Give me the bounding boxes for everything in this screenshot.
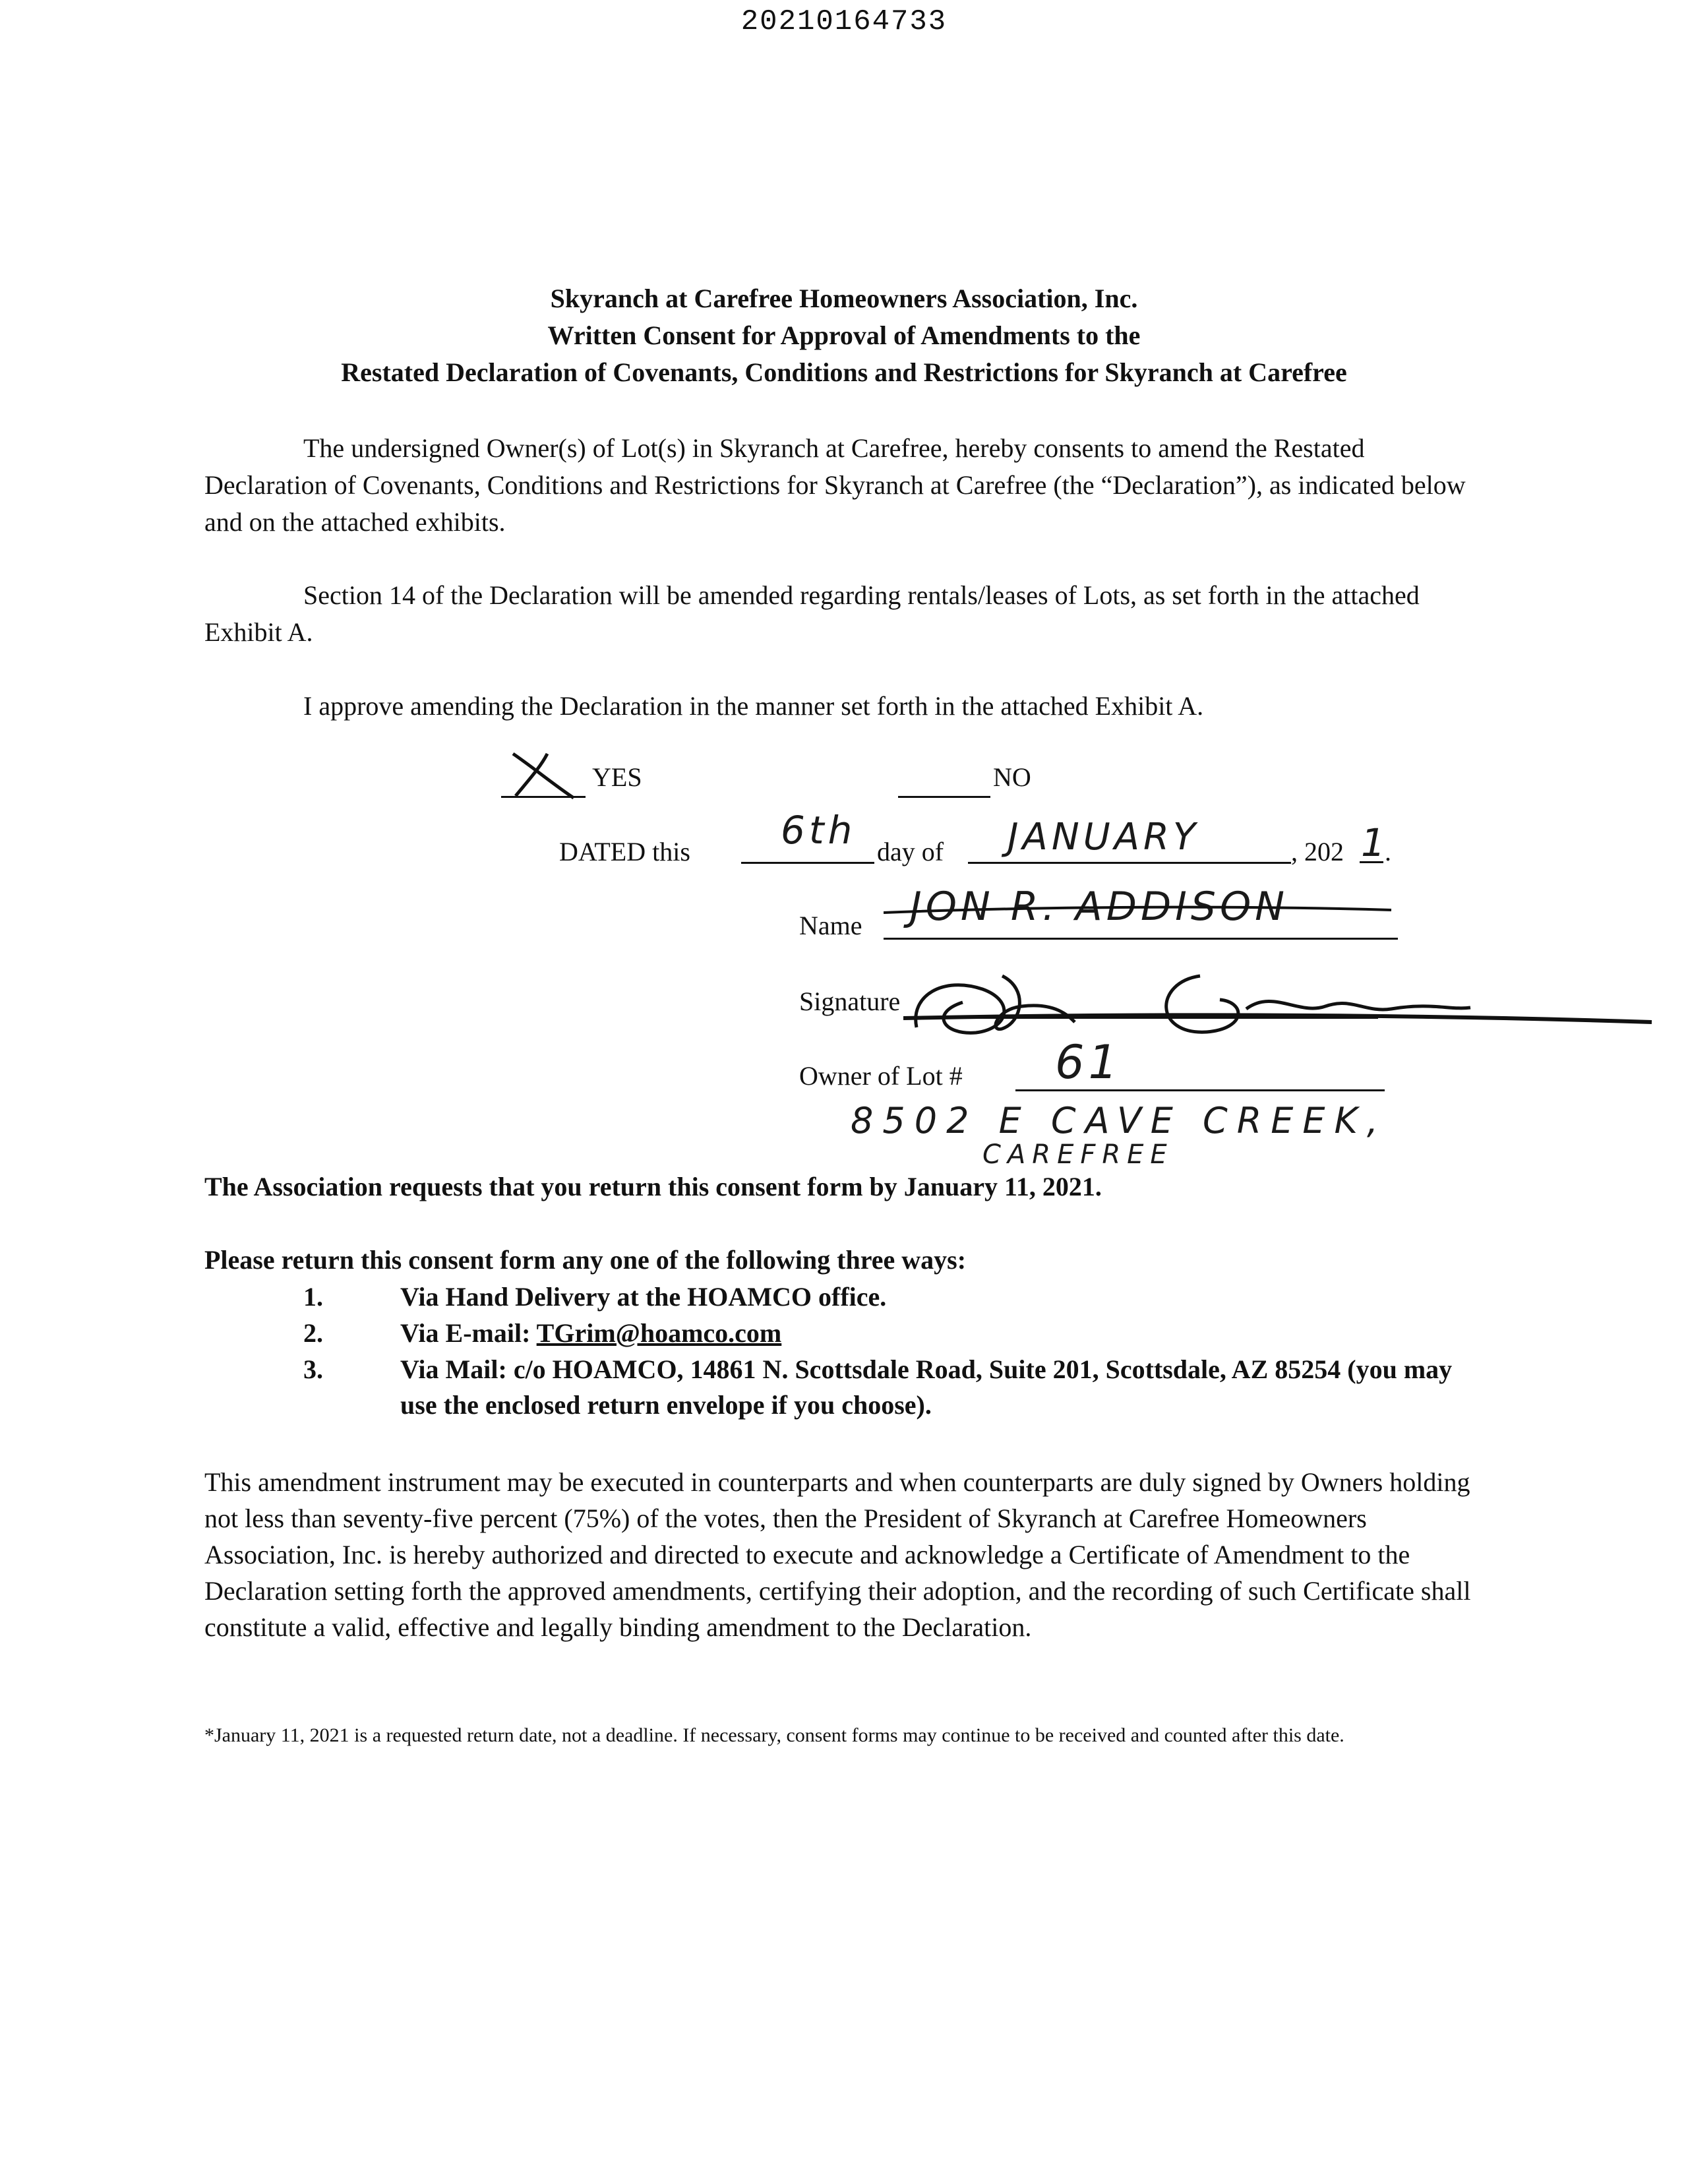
yes-label: YES: [592, 762, 642, 792]
day-value: 6th: [781, 808, 857, 853]
dated-prefix: DATED this: [559, 837, 690, 866]
email-prefix: Via E-mail:: [400, 1318, 537, 1348]
footnote: *January 11, 2021 is a requested return date, not a deadline. If necessary, consent forms may continue to be received and counted after this date.: [204, 1724, 1344, 1746]
lot-field[interactable]: [1015, 1035, 1385, 1095]
intro-paragraph: The undersigned Owner(s) of Lot(s) in Skyranch at Carefree, hereby consents to amend the Restated Declaration of Covenants, Conditions and Restrictions for Skyranch at Carefree (the “Declaration”), as indicated below and on the attached exhibits.: [204, 433, 1466, 537]
return-ways-intro: Please return this consent form any one of the following three ways:: [204, 1245, 967, 1275]
no-label: NO: [993, 762, 1031, 792]
name-value: JON R. ADDISON: [910, 884, 1289, 930]
title-line-2: Written Consent for Approval of Amendments to the: [547, 320, 1141, 350]
list-item-2: [400, 1316, 1495, 1351]
day-field[interactable]: [741, 808, 874, 867]
lot-label: Owner of Lot #: [799, 1061, 963, 1091]
section14-paragraph: Section 14 of the Declaration will be amended regarding rentals/leases of Lots, as set forth in the attached Exhibit A.: [204, 580, 1420, 647]
email-link[interactable]: TGrim@hoamco.com: [536, 1318, 782, 1348]
yes-checkbox[interactable]: [501, 748, 587, 808]
no-checkbox[interactable]: [898, 748, 990, 808]
address-line-1: 8502 E CAVE CREEK,: [851, 1100, 1388, 1141]
month-value: JANUARY: [1008, 816, 1200, 859]
year-value: 1: [1361, 820, 1385, 865]
document-number: 20210164733: [740, 5, 948, 38]
signature-field[interactable]: [903, 950, 1655, 1042]
title-line-1: Skyranch at Carefree Homeowners Association, Inc.: [550, 284, 1138, 313]
title-block: [198, 280, 1490, 391]
list-item-3: Via Mail: c/o HOAMCO, 14861 N. Scottsdale Road, Suite 201, Scottsdale, AZ 85254 (you may use the enclosed return envelope if you choose).: [400, 1354, 1453, 1420]
amendment-paragraph: This amendment instrument may be executed in counterparts and when counterparts are duly signed by Owners holding not less than seventy-five percent (75%) of the votes, then the President of Skyranch at Carefree Homeowners Association, Inc. is hereby authorized and directed to execute and acknowledge a Certificate of Amendment to the Declaration setting forth the approved amendments, certifying their adoption, and the recording of such Certificate shall constitute a valid, effective and legally binding amendment to the Declaration.: [204, 1467, 1471, 1642]
signature-label: Signature: [799, 986, 901, 1016]
year-prefix: , 202: [1291, 837, 1344, 866]
x-mark-icon: [501, 748, 587, 801]
name-field[interactable]: [884, 884, 1398, 943]
approve-paragraph: I approve amending the Declaration in the manner set forth in the attached Exhibit A.: [303, 691, 1204, 721]
list-number-1: 1.: [303, 1282, 323, 1312]
address-line-2: CAREFREE: [982, 1139, 1174, 1170]
name-label: Name: [799, 911, 862, 940]
list-number-3: 3.: [303, 1354, 323, 1384]
day-of-label: day of: [877, 837, 944, 866]
handwritten-signature-icon: [903, 950, 1655, 1042]
month-field[interactable]: [968, 808, 1291, 867]
title-line-3: Restated Declaration of Covenants, Conditions and Restrictions for Skyranch at Carefree: [341, 357, 1347, 387]
list-number-2: 2.: [303, 1318, 323, 1348]
lot-value: 61: [1055, 1035, 1122, 1089]
strike-line-icon: [884, 898, 1398, 925]
year-suffix: .: [1385, 837, 1391, 866]
list-item-1: Via Hand Delivery at the HOAMCO office.: [400, 1282, 887, 1312]
return-request: The Association requests that you return this consent form by January 11, 2021.: [204, 1172, 1102, 1201]
year-field[interactable]: [1360, 818, 1383, 864]
